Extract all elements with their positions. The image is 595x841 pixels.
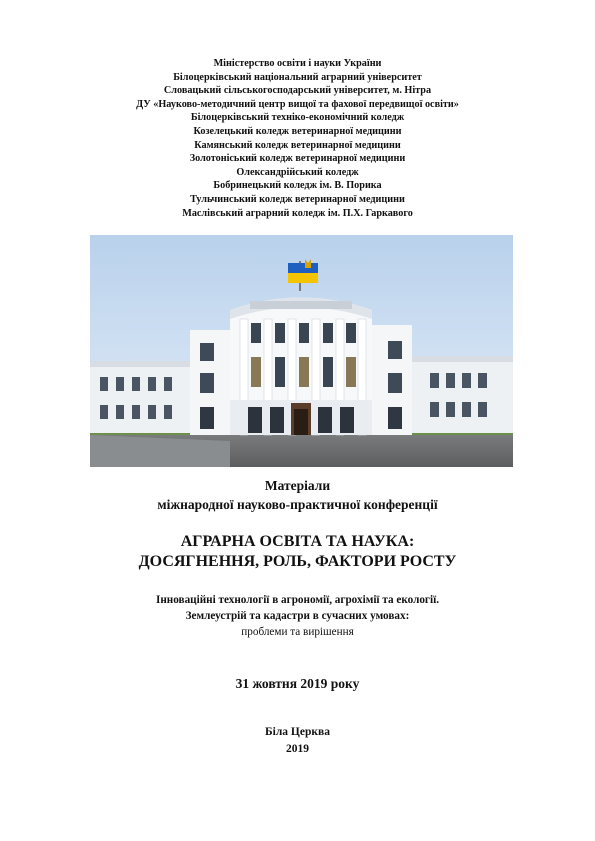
organization-line: Бобринецький коледж ім. В. Порика [213,180,382,192]
topic-line: проблеми та вирішення [241,626,354,638]
organization-line: Білоцерківський національний аграрний університет [173,71,422,83]
organization-line: ДУ «Науково-методичний центр вищої та фахової передвищої освіти» [136,98,459,110]
organization-line: Козелецький коледж ветеринарної медицини [193,125,402,137]
conference-topic [0,592,595,640]
organization-line: Золотоніський коледж ветеринарної медицини [189,153,406,165]
topic-line: Землеустрій та кадастри в сучасних умовах: [185,610,410,622]
topic-line: Інноваційні технології в агрономії, агрохімії та екології. [155,594,440,606]
publication-place [0,724,595,758]
conference-line: міжнародної науково-практичної конференції [157,497,438,512]
organization-line: Білоцерківський техніко-економічний коледж [190,112,405,124]
organizations-list [0,57,595,220]
title-line: ДОСЯГНЕННЯ, РОЛЬ, ФАКТОРИ РОСТУ [138,553,457,570]
city: Біла Церква [265,726,330,738]
organization-line: Камянський коледж ветеринарної медицини [194,139,401,151]
year: 2019 [286,743,309,755]
organization-line: Словацький сільськогосподарський університет, м. Нітра [163,85,432,97]
conference-date: 31 жовтня 2019 року [235,676,360,691]
conference-title [0,532,595,572]
organization-line: Олександрійський коледж [236,166,359,178]
materials-heading [0,476,595,514]
materials-line: Матеріали [264,478,331,493]
university-building-photo [90,235,513,467]
organization-line: Маслівський аграрний коледж ім. П.Х. Гаркавого [182,207,413,219]
organization-line: Міністерство освіти і науки України [213,58,382,69]
organization-line: Тульчинський коледж ветеринарної медицини [190,193,405,205]
title-line: АГРАРНА ОСВІТА ТА НАУКА: [180,533,415,550]
